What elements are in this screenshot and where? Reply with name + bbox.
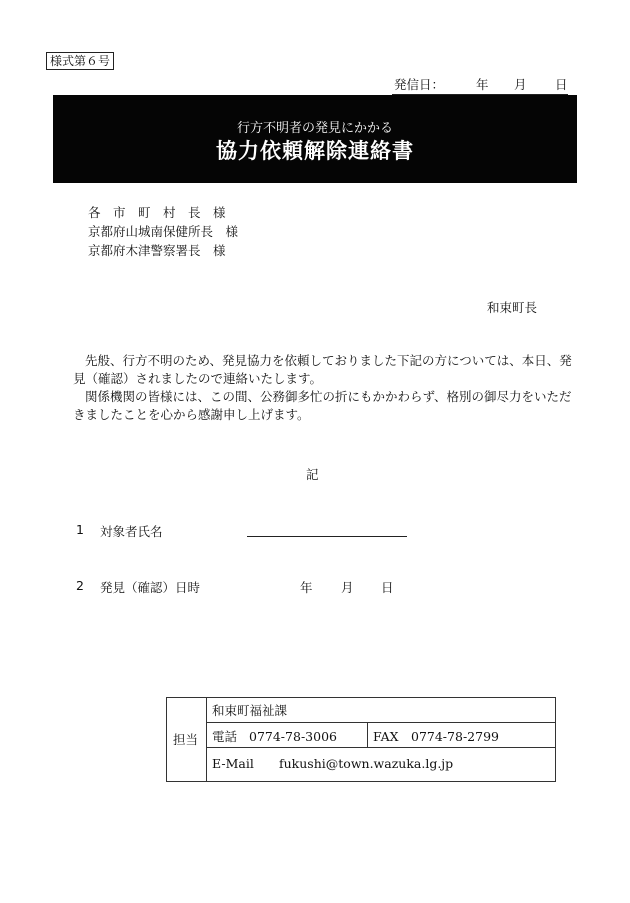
title-banner (53, 95, 577, 183)
fax-label: FAX (373, 729, 399, 744)
email-address[interactable]: fukushi@town.wazuka.lg.jp (279, 756, 454, 771)
body-text (73, 352, 573, 424)
item-label-subject-name: 対象者氏名 (100, 524, 163, 539)
contact-heading: 担当 (173, 732, 199, 747)
ki-label: 記 (306, 467, 319, 482)
phone-number: 0774-78-3006 (249, 729, 337, 744)
contact-divider (367, 723, 368, 747)
issue-date-year: 年 (476, 77, 489, 92)
found-date-month[interactable]: 月 (341, 580, 354, 595)
contact-table (166, 697, 556, 782)
issue-date-label: 発信日： (394, 77, 445, 92)
issue-date-month: 月 (514, 77, 527, 92)
sender-name: 和束町長 (487, 300, 538, 315)
subject-name-field[interactable] (247, 536, 407, 537)
issue-date-field[interactable] (392, 77, 568, 95)
body-paragraph: 関係機関の皆様には、この間、公務御多忙の折にもかかわらず、格別の御尽力をいただきましたことを心から感謝申し上げます。 (73, 389, 572, 422)
contact-divider (206, 747, 555, 748)
addressee-health-center: 京都府山城南保健所長 様 (88, 224, 239, 239)
found-date-year[interactable]: 年 (300, 580, 313, 595)
document-subtitle: 行方不明者の発見にかかる (236, 121, 393, 136)
item-label-found-datetime: 発見（確認）日時 (100, 580, 201, 595)
item-number: 2 (76, 578, 84, 593)
email-label: E-Mail (212, 756, 254, 771)
body-paragraph: 先般、行方不明のため、発見協力を依頼しておりました下記の方については、本日、発見（確認）されましたので連絡いたします。 (73, 353, 572, 386)
item-number: 1 (76, 522, 84, 537)
phone-label: 電話 (212, 729, 238, 744)
found-date-day[interactable]: 日 (381, 580, 394, 595)
document-title: 協力依頼解除連絡書 (216, 139, 414, 163)
contact-department: 和束町福祉課 (212, 703, 288, 718)
contact-divider (206, 698, 207, 781)
fax-number: 0774-78-2799 (411, 729, 499, 744)
issue-date-day: 日 (555, 77, 568, 92)
form-number: 様式第６号 (46, 52, 114, 70)
addressee-mayors: 各 市 町 村 長 様 (88, 205, 226, 220)
addressee-police: 京都府木津警察署長 様 (88, 243, 226, 258)
contact-divider (206, 722, 555, 723)
